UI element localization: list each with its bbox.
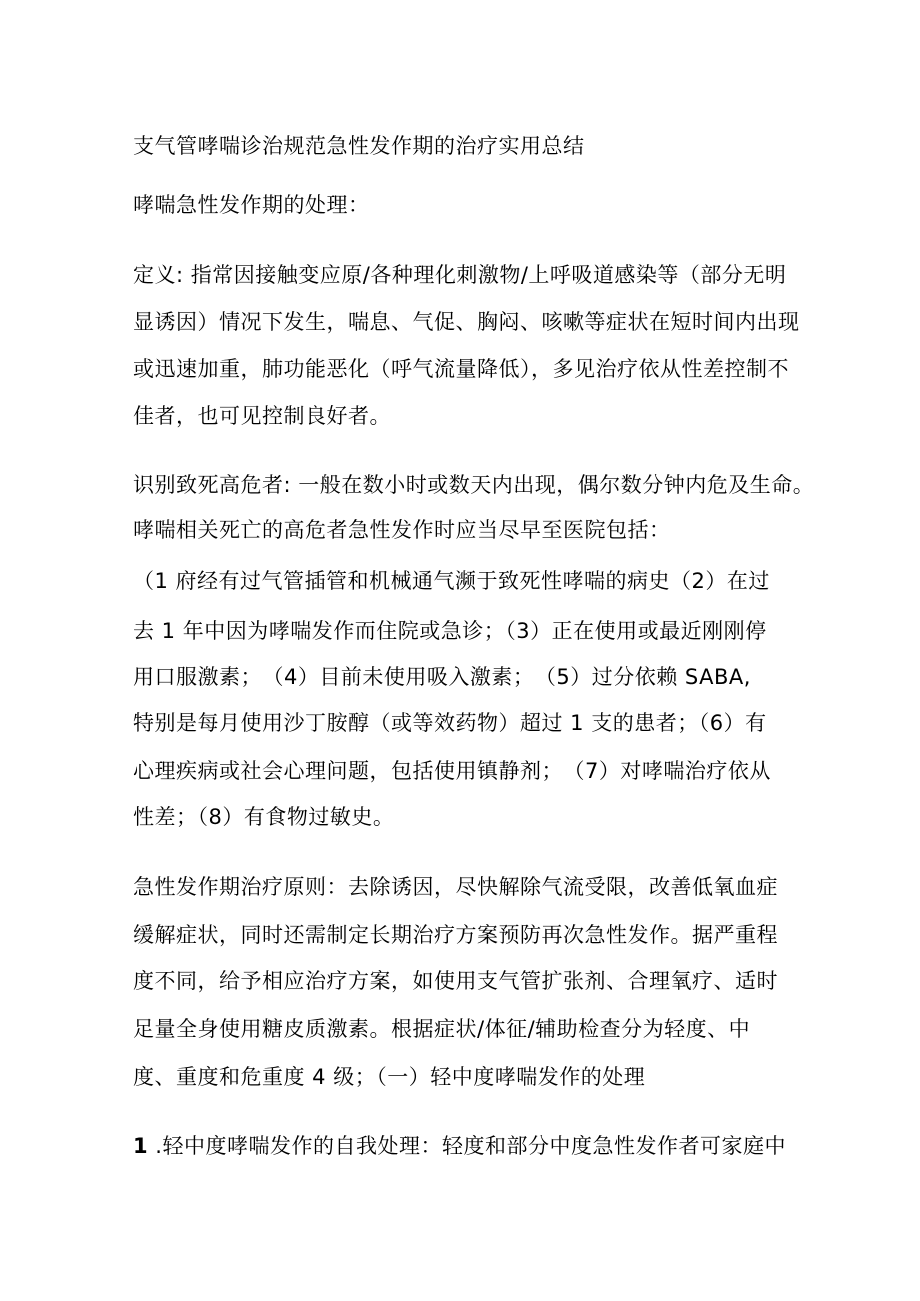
item-1-text: .轻中度哮喘发作的自我处理：轻度和部分中度急性发作者可家庭中 — [148, 1134, 786, 1158]
principle-line: 度不同，给予相应治疗方案，如使用支气管扩张剂、合理氧疗、适时 — [133, 969, 778, 993]
risk-line: 特别是每月使用沙丁胺醇（或等效药物）超过 1 支的患者；（6）有 — [133, 711, 767, 735]
document-title: 支气管哮喘诊治规范急性发作期的治疗实用总结 — [133, 134, 585, 158]
risk-line: 识别致死高危者: 一般在数小时或数天内出现，偶尔数分钟内危及生命。 — [133, 473, 815, 497]
principle-line: 急性发作期治疗原则：去除诱因，尽快解除气流受限，改善低氧血症 — [133, 875, 778, 899]
principle-line: 度、重度和危重度 4 级；（一）轻中度哮喘发作的处理 — [133, 1065, 646, 1089]
item-1-number: 1 — [133, 1134, 149, 1158]
principle-line: 足量全身使用糖皮质激素。根据症状/体征/辅助检查分为轻度、中 — [133, 1017, 751, 1041]
definition-line: 显诱因）情况下发生，喘息、气促、胸闷、咳嗽等症状在短时间内出现 — [133, 310, 800, 334]
risk-line: （1 府经有过气管插管和机械通气濒于致死性哮喘的病史（2）在过 — [133, 569, 770, 593]
definition-line: 佳者，也可见控制良好者。 — [133, 404, 391, 428]
risk-line: 性差；（8）有食物过敏史。 — [133, 805, 395, 829]
item-1 — [133, 1131, 803, 1161]
risk-line: 去 1 年中因为哮喘发作而住院或急诊；（3）正在使用或最近刚刚停 — [133, 619, 767, 643]
risk-line: 心理疾病或社会心理问题，包括使用镇静剂； （7）对哮喘治疗依从 — [133, 759, 771, 783]
principle-line: 缓解症状，同时还需制定长期治疗方案预防再次急性发作。据严重程 — [133, 923, 778, 947]
definition-line: 定义: 指常因接触变应原/各种理化刺激物/上呼吸道感染等（部分无明 — [133, 263, 787, 287]
risk-line: 哮喘相关死亡的高危者急性发作时应当尽早至医院包括： — [133, 518, 671, 542]
definition-line: 或迅速加重，肺功能恶化（呼气流量降低），多见治疗依从性差控制不 — [133, 357, 789, 381]
section-heading: 哮喘急性发作期的处理： — [133, 193, 370, 217]
risk-line: 用口服激素； （4）目前未使用吸入激素； （5）过分依赖 SABA, — [133, 665, 751, 689]
